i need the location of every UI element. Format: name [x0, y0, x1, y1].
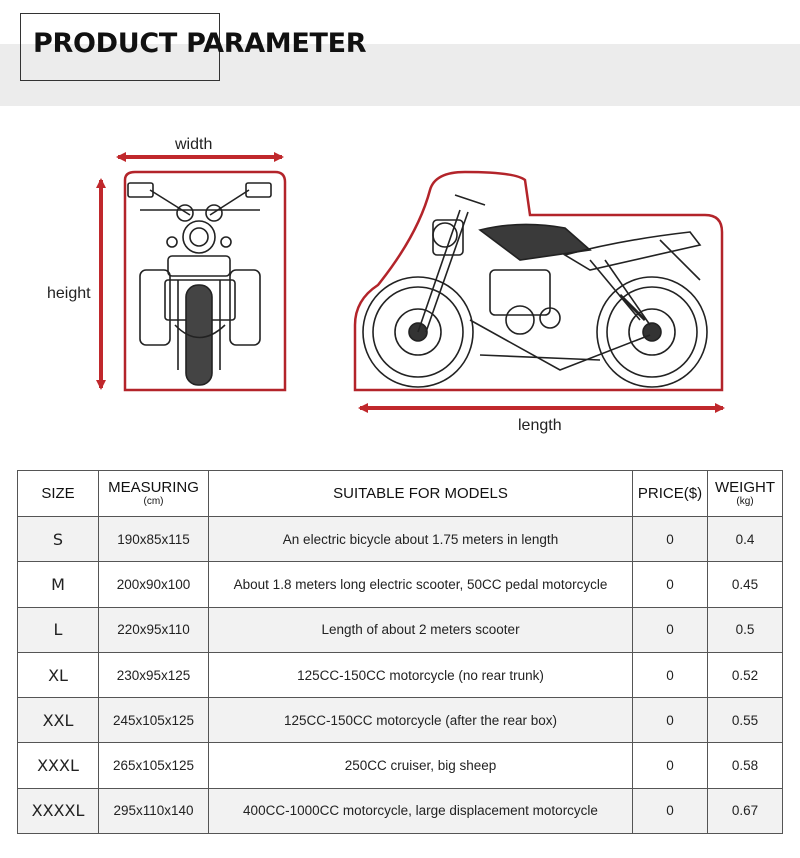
cell-size: XXXL [18, 743, 99, 788]
cell-model: 250CC cruiser, big sheep [209, 743, 633, 788]
cell-size: XXXXL [18, 788, 99, 833]
cell-measuring: 230x95x125 [99, 652, 209, 697]
page-title: PRODUCT PARAMETER [33, 28, 367, 59]
cell-measuring: 200x90x100 [99, 562, 209, 607]
cell-price: 0 [633, 698, 708, 743]
cell-model: 125CC-150CC motorcycle (after the rear box) [209, 698, 633, 743]
table-row [18, 607, 783, 652]
cell-size: L [18, 607, 99, 652]
table-header-row [18, 471, 783, 517]
cell-model: Length of about 2 meters scooter [209, 607, 633, 652]
header-weight: WEIGHT (kg) [708, 471, 783, 517]
cell-measuring: 220x95x110 [99, 607, 209, 652]
cell-measuring: 265x105x125 [99, 743, 209, 788]
cell-model: About 1.8 meters long electric scooter, 50CC pedal motorcycle [209, 562, 633, 607]
cell-weight: 0.45 [708, 562, 783, 607]
header-weight-unit: (kg) [736, 496, 754, 507]
table-row [18, 743, 783, 788]
side-motorcycle-sketch [363, 195, 707, 387]
cell-size: XXL [18, 698, 99, 743]
cell-weight: 0.58 [708, 743, 783, 788]
cell-size: S [18, 517, 99, 562]
cell-weight: 0.5 [708, 607, 783, 652]
cell-model: An electric bicycle about 1.75 meters in length [209, 517, 633, 562]
cell-model: 125CC-150CC motorcycle (no rear trunk) [209, 652, 633, 697]
header-measuring: MEASURING (cm) [99, 471, 209, 517]
cell-price: 0 [633, 652, 708, 697]
cell-weight: 0.4 [708, 517, 783, 562]
diagram-graphic [0, 120, 800, 450]
cell-size: XL [18, 652, 99, 697]
table-row [18, 517, 783, 562]
size-table [17, 470, 783, 834]
cell-measuring: 245x105x125 [99, 698, 209, 743]
header-models: SUITABLE FOR MODELS [209, 471, 633, 517]
cell-size: M [18, 562, 99, 607]
cell-model: 400CC-1000CC motorcycle, large displacement motorcycle [209, 788, 633, 833]
height-label: height [47, 285, 91, 302]
cell-weight: 0.67 [708, 788, 783, 833]
width-label: width [175, 136, 213, 153]
table-row [18, 788, 783, 833]
cell-weight: 0.52 [708, 652, 783, 697]
front-motorcycle-sketch [128, 183, 271, 385]
cell-price: 0 [633, 743, 708, 788]
table-row [18, 562, 783, 607]
dimension-diagram [0, 120, 800, 450]
cell-price: 0 [633, 788, 708, 833]
cell-measuring: 190x85x115 [99, 517, 209, 562]
header-price: PRICE($) [633, 471, 708, 517]
cell-price: 0 [633, 517, 708, 562]
header-measuring-unit: (cm) [143, 496, 164, 507]
table-row [18, 652, 783, 697]
length-label: length [518, 417, 562, 434]
cell-price: 0 [633, 607, 708, 652]
table-row [18, 698, 783, 743]
cell-measuring: 295x110x140 [99, 788, 209, 833]
header-size: SIZE [18, 471, 99, 517]
cell-price: 0 [633, 562, 708, 607]
cell-weight: 0.55 [708, 698, 783, 743]
